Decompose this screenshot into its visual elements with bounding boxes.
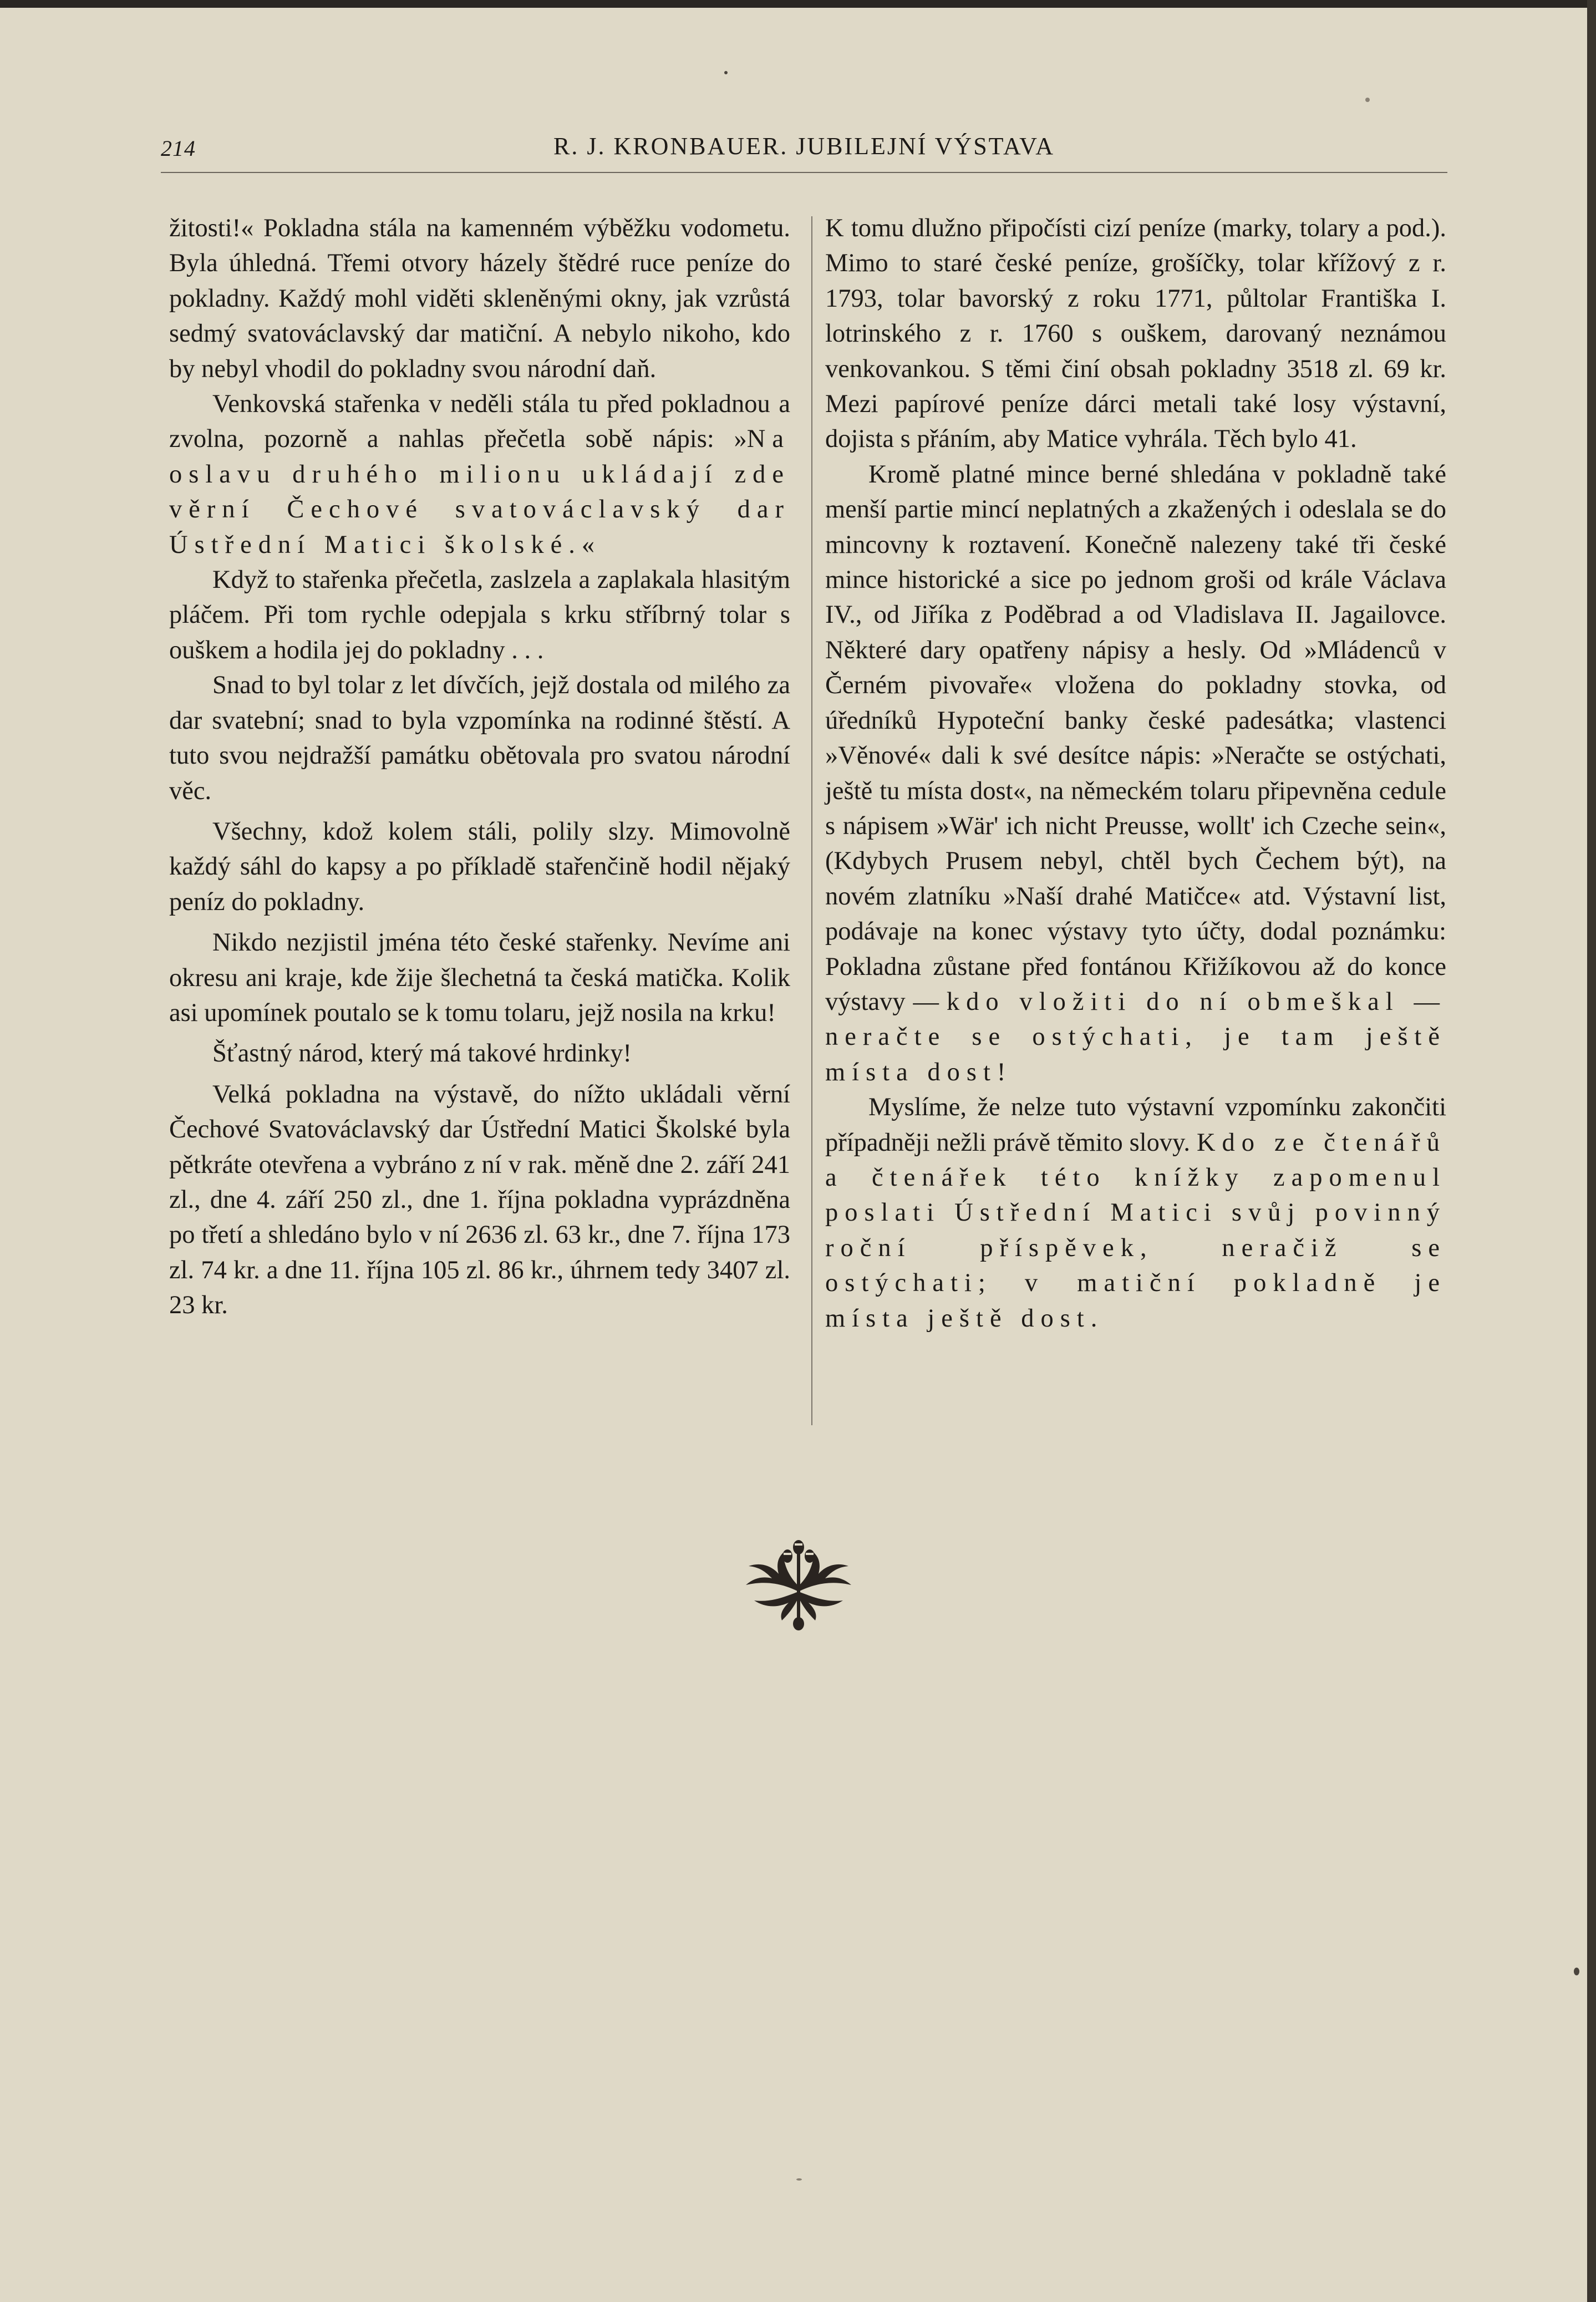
left-column	[169, 211, 790, 1323]
closing-emphasis: Kdo ze čtenářů a čtenářek této knížky zapomenul poslati Ústřední Matici svůj povinný roční příspěvek, neračiž se ostýchati; v matiční pokladně je místa ještě dost.	[825, 1128, 1446, 1333]
page-top-edge	[0, 0, 1596, 8]
donations-text: Kromě platné mince berné shledána v pokladně také menší partie mincí neplatných a zkažených i odeslala se do mincovny k roztavení. Konečně nalezeny také tři české mince historické a sice po jednom groši od krále Václava IV., od Jiříka z Poděbrad a od Vladislava II. Jagailovce. Některé dary opatřeny nápisy a hesly. Od »Mládenců v Černém pivovaře« vložena do pokladny stovka, od úředníků Hypoteční banky české padesátka; vlastenci »Věnové« dali k své desítce nápis: »Neračte se ostýchati, ještě tu místa dost«, na německém tolaru připevněna cedule s nápisem »Wär' ich nicht Preusse, wollt' ich Czeche sein«, (Kdybych Prusem nebyl, chtěl bych Čechem být), na novém zlatníku »Naší drahé Matičce« atd. Výstavní list, podávaje na konec výstavy tyto účty, dodal poznámku: Pokladna zůstane před fontánou Křižíkovou až do konce výstavy —	[825, 460, 1446, 1016]
paragraph: žitosti!« Pokladna stála na kamenném výběžku vodometu. Byla úhledná. Třemi otvory házely štědré ruce peníze do pokladny. Každý mohl viděti skleněnými okny, jak vzrůstá sedmý svatováclavský dar matiční. A nebylo nikoho, kdo by nebyl vhodil do pokladny svou národní daň.	[169, 214, 790, 383]
page-number: 214	[161, 136, 196, 161]
paragraph: Snad to byl tolar z let dívčích, jejž dostala od milého za dar svatební; snad to byla vzpomínka na rodinné štěstí. A tuto svou nejdražší památku obětovala pro svatou národní věc.	[169, 671, 790, 805]
header-rule	[161, 172, 1447, 173]
paper-speck	[1365, 98, 1370, 102]
page-header	[161, 132, 1447, 171]
inscription-lead: Venkovská stařenka v neděli stála tu před pokladnou a zvolna, pozorně a nahlas přečetla sobě nápis: »	[169, 390, 790, 454]
paragraph-closing	[825, 1090, 1446, 1336]
paragraph: Šťastný národ, který má takové hrdinky!	[212, 1039, 632, 1068]
paragraph-inscription	[169, 387, 790, 562]
paragraph: Když to stařenka přečetla, zaslzela a zaplakala hlasitým pláčem. Při tom rychle odepjala s krku stříbrný tolar s ouškem a hodila jej do pokladny . . .	[169, 566, 790, 664]
closing-text: Myslíme, že nelze tuto výstavní vzpomínku zakončiti případněji nežli právě těmito slovy.	[825, 1093, 1446, 1157]
paragraph: Velká pokladna na výstavě, do nížto ukládali věrní Čechové Svatováclavský dar Ústřední Matici Školské byla pětkráte otevřena a vybráno z ní v rak. měně dne 2. září 241 zl., dne 4. září 250 zl., dne 1. října pokladna vyprázdněna po třetí a shledáno bylo v ní 2636 zl. 63 kr., dne 7. října 173 zl. 74 kr. a dne 11. října 105 zl. 86 kr., úhrnem tedy 3407 zl. 23 kr.	[169, 1080, 790, 1320]
column-divider	[811, 216, 812, 1425]
inscription-tail: «	[581, 530, 595, 559]
paragraph: Nikdo nezjistil jména této české stařenky. Nevíme ani okresu ani kraje, kde žije šlechetná ta česká matička. Kolik asi upomínek poutalo se k tomu tolaru, jejž nosila na krku!	[169, 928, 790, 1027]
donations-emphasis: kdo vložiti do ní obmeškal — neračte se ostýchati, je tam ještě místa dost!	[825, 987, 1446, 1086]
paragraph: K tomu dlužno připočísti cizí peníze (marky, tolary a pod.). Mimo to staré české peníze, grošíčky, tolar křížový z r. 1793, tolar bavorský z roku 1771, půltolar Františka I. lotrinského z r. 1760 s ouškem, darovaný neznámou venkovankou. S těmi činí obsah pokladny 3518 zl. 69 kr. Mezi papírové peníze dárci metali také losy výstavní, dojista s přáním, aby Matice vyhrála. Těch bylo 41.	[825, 214, 1446, 454]
inscription-text: Na oslavu druhého milionu ukládají zde věrní Čechové svatováclavský dar Ústřední Matici školské.	[169, 425, 790, 559]
oak-leaves-acorns-icon	[721, 1525, 876, 1636]
paper-speck	[1574, 1968, 1579, 1975]
running-title: R. J. KRONBAUER. JUBILEJNÍ VÝSTAVA	[553, 133, 1055, 160]
page-right-edge	[1587, 0, 1596, 2302]
paragraph: Všechny, kdož kolem stáli, polily slzy. Mimovolně každý sáhl do kapsy a po příkladě stařenčině hodil nějaký peníz do pokladny.	[169, 817, 790, 916]
paragraph-donations	[825, 457, 1446, 1090]
paper-speck	[796, 2178, 802, 2181]
right-column	[825, 211, 1446, 1336]
paper-speck	[724, 71, 728, 74]
